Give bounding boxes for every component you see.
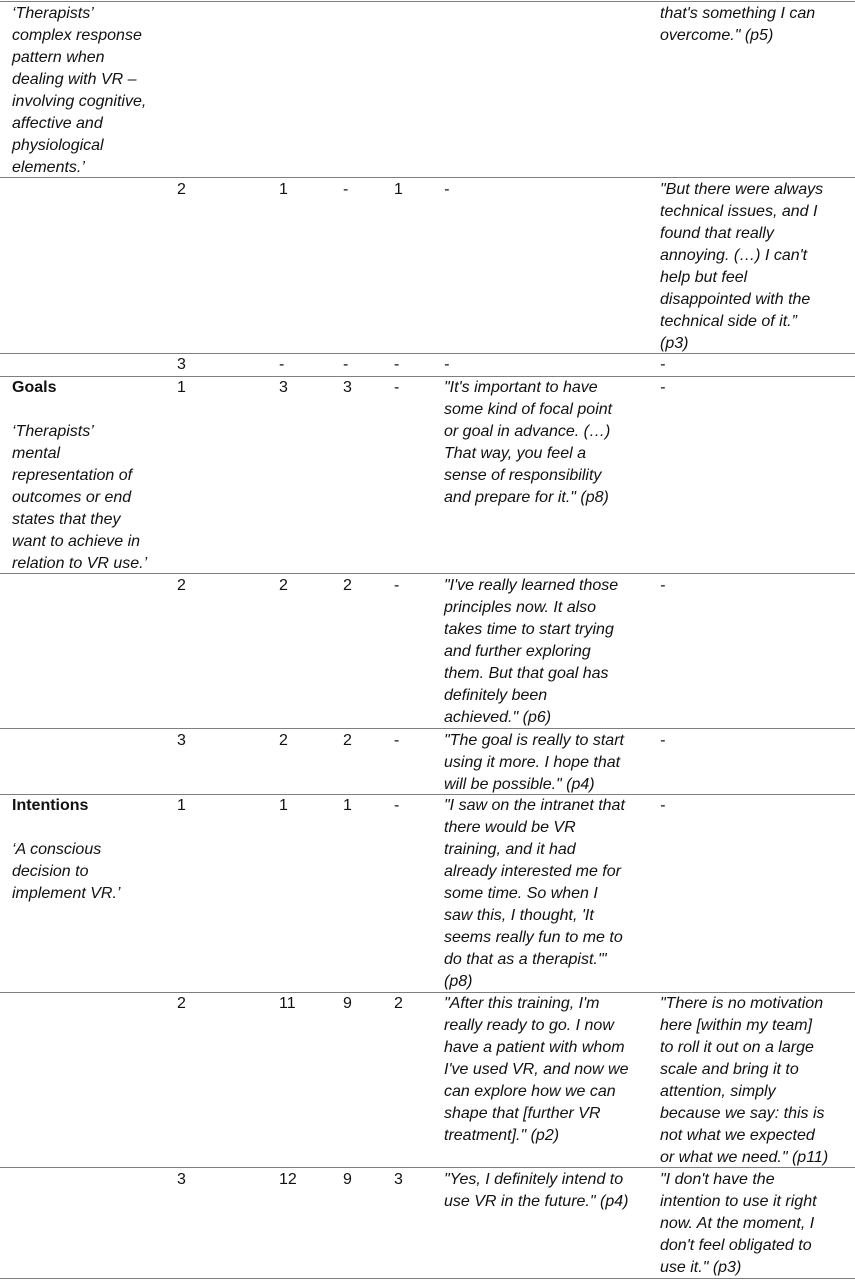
count-cell: 12 (279, 1171, 297, 1188)
count-cell: - (343, 356, 349, 373)
count-cell: 11 (279, 995, 296, 1012)
construct-definition: ‘Therapists’ mental representation of outcomes or end states that they want to achieve in relation to VR use.’ (12, 423, 148, 572)
count-cell: 9 (343, 995, 352, 1012)
table-rule (0, 1, 855, 2)
count-cell: 1 (279, 797, 288, 814)
quote-negative: - (660, 379, 666, 396)
count-cell: 2 (279, 732, 288, 749)
count-cell: - (343, 181, 349, 198)
quote-negative: - (660, 577, 666, 594)
count-cell: 2 (279, 577, 288, 594)
round-cell: 2 (177, 577, 186, 594)
count-cell: 2 (343, 577, 352, 594)
count-cell: 3 (343, 379, 352, 396)
quote-positive: "It's important to have some kind of focal point or goal in advance. (…) That way, you feel a sense of responsibility and prepare for it." (p8) (444, 379, 613, 506)
count-cell: 1 (394, 181, 403, 198)
round-cell: 2 (177, 181, 186, 198)
quote-negative: - (660, 732, 666, 749)
quote-negative: "There is no motivation here [within my team] to roll it out on a large scale and bring it to attention, simply because we say: this is not what we expected or what we need." (p11) (660, 995, 829, 1166)
quote-positive: - (444, 181, 450, 198)
table-rule (0, 728, 855, 729)
construct-heading: Intentions (12, 797, 89, 814)
quote-negative: - (660, 356, 666, 373)
count-cell: 2 (394, 995, 403, 1012)
quote-positive: "I saw on the intranet that there would be VR training, and it had already interested me for some time. So when I saw this, I thought, 'It seems really fun to me to do that as a therapist.'" (p8) (444, 797, 625, 990)
quote-positive: "I've really learned those principles now. It also takes time to start trying and further exploring them. But that goal has definitely been achieved." (p6) (444, 577, 619, 726)
count-cell: 3 (279, 379, 288, 396)
round-cell: 3 (177, 356, 186, 373)
construct-heading: Goals (12, 379, 57, 396)
count-cell: 2 (343, 732, 352, 749)
count-cell: 1 (343, 797, 352, 814)
quote-negative: "I don't have the intention to use it right now. At the moment, I don't feel obligated to use it." (p3) (660, 1171, 817, 1276)
round-cell: 3 (177, 732, 186, 749)
quote-negative: - (660, 797, 666, 814)
count-cell: - (394, 732, 400, 749)
count-cell: 3 (394, 1171, 403, 1188)
count-cell: - (279, 356, 285, 373)
construct-definition: ‘Therapists’ complex response pattern when dealing with VR – involving cognitive, affective and physiological elements.’ (12, 5, 147, 176)
count-cell: - (394, 797, 400, 814)
count-cell: 1 (279, 181, 288, 198)
count-cell: - (394, 356, 400, 373)
construct-definition: ‘A conscious decision to implement VR.’ (12, 841, 121, 902)
quote-positive: "Yes, I definitely intend to use VR in the future." (p4) (444, 1171, 629, 1210)
quote-negative: that's something I can overcome." (p5) (660, 5, 816, 44)
count-cell: 9 (343, 1171, 352, 1188)
round-cell: 3 (177, 1171, 186, 1188)
count-cell: - (394, 577, 400, 594)
count-cell: - (394, 379, 400, 396)
round-cell: 2 (177, 995, 186, 1012)
round-cell: 1 (177, 379, 186, 396)
round-cell: 1 (177, 797, 186, 814)
quote-negative: "But there were always technical issues, and I found that really annoying. (…) I can't help but feel disappointed with the technical side of it.” (p3) (660, 181, 824, 352)
quote-positive: - (444, 356, 450, 373)
quote-positive: "After this training, I'm really ready to go. I now have a patient with whom I've used VR, and now we can explore how we can shape that [further VR treatment]." (p2) (444, 995, 629, 1144)
quote-positive: "The goal is really to start using it more. I hope that will be possible." (p4) (444, 732, 624, 793)
